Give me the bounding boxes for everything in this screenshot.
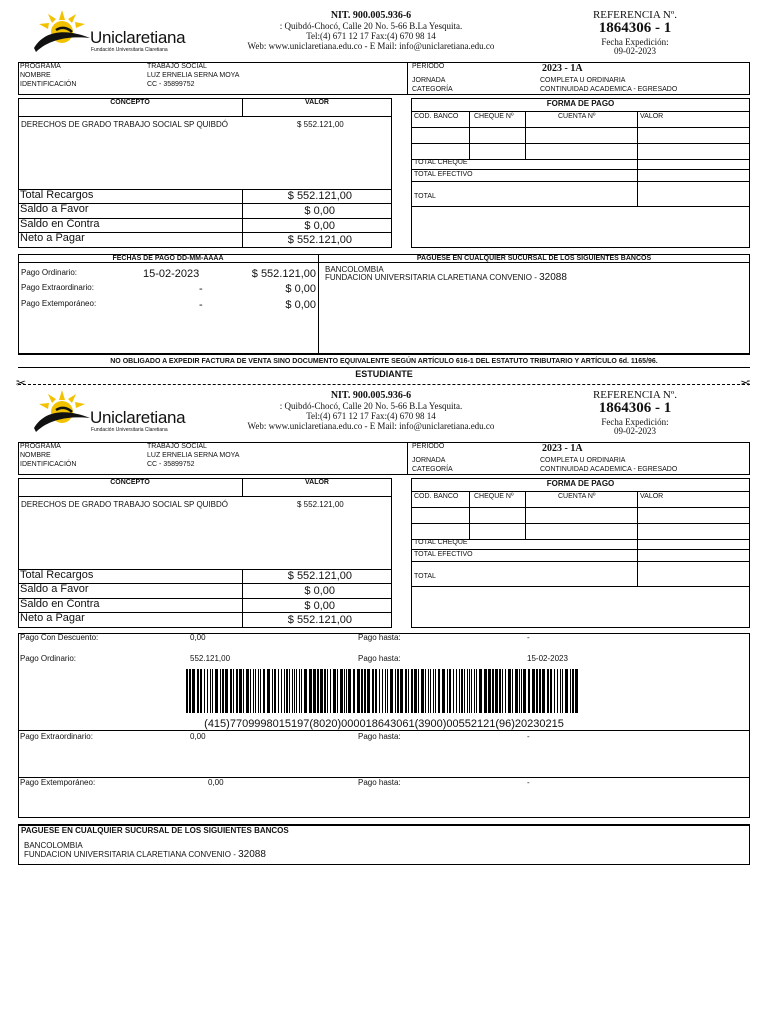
barcode-bar (495, 669, 498, 713)
total-label: TOTAL (414, 573, 436, 580)
barcode-bar (204, 669, 205, 713)
barcode-bar (449, 669, 451, 713)
barcode-text: (415)7709998015197(8020)000018643061(3900)00552121(96)20230215 (204, 718, 564, 730)
forma-pago-title: FORMA DE PAGO (546, 479, 615, 488)
barcode-bar (385, 669, 386, 713)
saldo-contra-value: $ 0,00 (304, 600, 335, 612)
barcode-bar (267, 669, 270, 713)
barcode-bar (284, 669, 285, 713)
divider (411, 143, 750, 144)
barcode-bar (467, 669, 468, 713)
bottom-banks-title: PAGUESE EN CUALQUIER SUCURSAL DE LOS SIGUIENTES BANCOS (21, 826, 289, 835)
barcode-bar (243, 669, 244, 713)
barcode-bar (408, 669, 409, 713)
barcode-bar (327, 669, 328, 713)
neto-pagar-value: $ 552.121,00 (287, 614, 352, 626)
neto-pagar-label: Neto a Pagar (20, 232, 85, 244)
pago-extraordinario-hasta-label: Pago hasta: (358, 732, 401, 741)
concepto-header: CONCEPTO (110, 99, 150, 106)
barcode-bar (260, 669, 261, 713)
barcode-bar (258, 669, 259, 713)
categoria-value: CONTINUIDAD ACADEMICA - EGRESADO (540, 466, 678, 473)
barcode-bar (292, 669, 293, 713)
barcode-bar (562, 669, 563, 713)
barcode-bar (447, 669, 448, 713)
barcode-bar (565, 669, 568, 713)
barcode-bar (539, 669, 541, 713)
jornada-value: COMPLETA U ORDINARIA (540, 457, 626, 464)
barcode-bar (304, 669, 307, 713)
exp-label: Fecha Expedición: (601, 37, 669, 47)
programa-label: PROGRAMA (20, 443, 61, 450)
nombre-label: NOMBRE (20, 452, 51, 459)
divider (318, 254, 319, 354)
categoria-label: CATEGORÍA (412, 86, 453, 93)
barcode-bar (301, 669, 302, 713)
divider (18, 367, 750, 368)
bank-name: BANCOLOMBIA (325, 265, 384, 274)
neto-pagar-value: $ 552.121,00 (287, 234, 352, 246)
barcode-bar (492, 669, 494, 713)
barcode-bar (397, 669, 399, 713)
exp-date: 09-02-2023 (614, 46, 656, 56)
barcode-bar (330, 669, 331, 713)
barcode-bar (428, 669, 429, 713)
nombre-label: NOMBRE (20, 72, 51, 79)
total-recargos-value: $ 552.121,00 (287, 570, 352, 582)
divider (411, 586, 750, 587)
total-recargos-value: $ 552.121,00 (287, 190, 352, 202)
pago-extemporaneo-label: Pago Extemporáneo: (20, 778, 96, 787)
divider (411, 206, 750, 207)
barcode-bar (353, 669, 355, 713)
barcode-bar (324, 669, 326, 713)
concepto-header: CONCEPTO (110, 479, 150, 486)
barcode-bar (313, 669, 316, 713)
fechas-title: FECHAS DE PAGO DD-MM-AAAA (112, 255, 224, 262)
barcode-bar (296, 669, 297, 713)
valor-fp-header: VALOR (640, 493, 664, 500)
pago-extraordinario-hasta: - (527, 732, 530, 741)
phones: Tel:(4) 671 12 17 Fax:(4) 670 98 14 (306, 31, 436, 41)
barcode-bar (570, 669, 571, 713)
barcode-bar (320, 669, 323, 713)
total-recargos-label: Total Recargos (20, 569, 94, 581)
barcode-bar (479, 669, 482, 713)
jornada-value: COMPLETA U ORDINARIA (540, 77, 626, 84)
barcode-bar (255, 669, 256, 713)
total-efectivo-label: TOTAL EFECTIVO (414, 551, 473, 558)
barcode-bar (523, 669, 526, 713)
concept-item-value: $ 552.121,00 (297, 500, 344, 509)
barcode-bar (528, 669, 530, 713)
barcode-bar (515, 669, 518, 713)
bottom-bank-convenio-code: 32088 (238, 849, 266, 860)
barcode-bar (281, 669, 282, 713)
ident-value: CC - 35899752 (147, 81, 195, 88)
bottom-bank-name: BANCOLOMBIA (24, 841, 83, 850)
saldo-favor-label: Saldo a Favor (20, 583, 89, 595)
fecha-ordinario-date: 15-02-2023 (143, 268, 200, 280)
saldo-contra-label: Saldo en Contra (20, 218, 100, 230)
barcode-bar (459, 669, 460, 713)
barcode-bar (476, 669, 477, 713)
barcode-bar (246, 669, 249, 713)
phones: Tel:(4) 671 12 17 Fax:(4) 670 98 14 (306, 411, 436, 421)
barcode-bar (192, 669, 195, 713)
barcode-bar (379, 669, 380, 713)
barcode-bar (239, 669, 242, 713)
barcode-bar (197, 669, 199, 713)
saldo-favor-value: $ 0,00 (304, 205, 335, 217)
fecha-extraordinario-label: Pago Extraordinario: (21, 283, 94, 292)
barcode-bar (348, 669, 351, 713)
fecha-extemporaneo-label: Pago Extemporáneo: (21, 299, 97, 308)
programa-label: PROGRAMA (20, 63, 61, 70)
barcode-bar (230, 669, 232, 713)
ident-label: IDENTIFICACIÓN (20, 461, 77, 468)
divider (411, 561, 750, 562)
cheque-header: CHEQUE Nº (474, 113, 514, 120)
valor-fp-header: VALOR (640, 113, 664, 120)
cuenta-header: CUENTA Nº (558, 113, 596, 120)
barcode-bar (337, 669, 338, 713)
bottom-bank-convenio (24, 850, 266, 860)
barcode-bar (220, 669, 221, 713)
concept-item: DERECHOS DE GRADO TRABAJO SOCIAL SP QUIBDÓ (21, 120, 229, 129)
barcode-bar (333, 669, 336, 713)
brand-subtitle: Fundación Universitaria Claretiana (91, 427, 168, 433)
divider (525, 491, 526, 539)
fecha-ordinario-value: $ 552.121,00 (251, 268, 316, 280)
valor-header: VALOR (305, 479, 329, 486)
fecha-extemporaneo-value: $ 0,00 (285, 299, 316, 311)
barcode-bar (289, 669, 290, 713)
barcode-bar (488, 669, 491, 713)
divider (411, 523, 750, 524)
valor-header: VALOR (305, 99, 329, 106)
fecha-extemporaneo-date: - (199, 299, 203, 311)
total-efectivo-label: TOTAL EFECTIVO (414, 171, 473, 178)
barcode-bar (212, 669, 213, 713)
barcode-bar (387, 669, 388, 713)
barcode-bar (512, 669, 513, 713)
barcode-bar (438, 669, 440, 713)
bank-convenio-prefix: FUNDACION UNIVERSITARIA CLARETIANA CONVENIO - (325, 273, 540, 282)
address: : Quibdó-Chocó, Calle 20 No. 5-66 B.La Yesquita. (279, 401, 463, 411)
barcode-bar (272, 669, 273, 713)
divider (411, 507, 750, 508)
fecha-extraordinario-date: - (199, 283, 203, 295)
bottom-bank-convenio-prefix: FUNDACION UNIVERSITARIA CLARETIANA CONVENIO - (24, 850, 239, 859)
address: : Quibdó-Chocó, Calle 20 No. 5-66 B.La Yesquita. (279, 21, 463, 31)
total-cheque-label: TOTAL CHEQUE (414, 539, 468, 546)
divider (18, 116, 392, 117)
divider (407, 62, 408, 95)
divider (525, 111, 526, 159)
pago-extraordinario-label: Pago Extraordinario: (20, 732, 93, 741)
brand-subtitle: Fundación Universitaria Claretiana (91, 47, 168, 53)
uniclaretiana-logo-icon (32, 388, 92, 434)
pago-descuento-label: Pago Con Descuento: (20, 633, 99, 642)
divider (18, 496, 392, 497)
periodo-label: PERIODO (412, 443, 445, 450)
barcode-bar (508, 669, 511, 713)
barcode-bar (442, 669, 445, 713)
barcode-bar (456, 669, 457, 713)
periodo-label: PERIODO (412, 63, 445, 70)
nombre-value: LUZ ERNELIA SERNA MOYA (147, 452, 240, 459)
barcode-bar (469, 669, 470, 713)
forma-pago-title: FORMA DE PAGO (546, 99, 615, 108)
barcode-bar (435, 669, 436, 713)
saldo-contra-label: Saldo en Contra (20, 598, 100, 610)
pago-ordinario-hasta: 15-02-2023 (527, 654, 568, 663)
scissors-icon-right: ✂ (740, 376, 751, 390)
periodo-value: 2023 - 1A (542, 443, 583, 454)
barcode-bar (200, 669, 202, 713)
barcode-bar (233, 669, 234, 713)
barcode-bar (575, 669, 578, 713)
barcode-bar (461, 669, 463, 713)
barcode-bar (471, 669, 472, 713)
barcode-bar (484, 669, 487, 713)
ref-label: REFERENCIA Nº. (592, 9, 678, 21)
barcode-bar (361, 669, 363, 713)
barcode-bar (346, 669, 347, 713)
periodo-value: 2023 - 1A (542, 63, 583, 74)
barcode-bar (340, 669, 343, 713)
bancos-title: PAGUESE EN CUALQUIER SUCURSAL DE LOS SIGUIENTES BANCOS (416, 255, 652, 262)
barcode-bar (364, 669, 366, 713)
copy-label: ESTUDIANTE (355, 369, 413, 379)
cuenta-header: CUENTA Nº (558, 493, 596, 500)
divider (469, 111, 470, 159)
categoria-label: CATEGORÍA (412, 466, 453, 473)
barcode-bar (572, 669, 574, 713)
scissors-icon-left: ✂ (16, 376, 27, 390)
concept-item-value: $ 552.121,00 (297, 120, 344, 129)
jornada-label: JORNADA (412, 77, 446, 84)
nit: NIT. 900.005.936-6 (330, 390, 412, 401)
barcode-bar (236, 669, 238, 713)
pago-extemporaneo-value: 0,00 (208, 778, 224, 787)
barcode-bar (557, 669, 558, 713)
barcode-bar (433, 669, 434, 713)
divider (411, 181, 750, 182)
barcode-bar (554, 669, 555, 713)
pago-ordinario-value: 552.121,00 (190, 654, 231, 663)
saldo-favor-label: Saldo a Favor (20, 203, 89, 215)
barcode-bar (532, 669, 535, 713)
barcode-bar (521, 669, 522, 713)
barcode-bar (375, 669, 377, 713)
divider (407, 442, 408, 475)
total-recargos-label: Total Recargos (20, 189, 94, 201)
barcode (184, 669, 584, 713)
cod-banco-header: COD. BANCO (414, 113, 459, 120)
brand-name: Uniclaretiana (90, 408, 186, 427)
pago-descuento-value: 0,00 (190, 633, 206, 642)
barcode-bar (390, 669, 393, 713)
programa-value: TRABAJO SOCIAL (147, 63, 207, 70)
cod-banco-header: COD. BANCO (414, 493, 459, 500)
barcode-bar (263, 669, 265, 713)
programa-value: TRABAJO SOCIAL (147, 443, 207, 450)
ref-number: 1864306 - 1 (598, 20, 672, 36)
barcode-bar (542, 669, 545, 713)
barcode-bar (560, 669, 561, 713)
ident-value: CC - 35899752 (147, 461, 195, 468)
barcode-bar (382, 669, 383, 713)
pago-descuento-hasta-label: Pago hasta: (358, 633, 401, 642)
pago-ordinario-hasta-label: Pago hasta: (358, 654, 401, 663)
barcode-bar (253, 669, 254, 713)
ref-label: REFERENCIA Nº. (592, 389, 678, 401)
barcode-bar (425, 669, 426, 713)
barcode-bar (225, 669, 228, 713)
saldo-contra-value: $ 0,00 (304, 220, 335, 232)
jornada-label: JORNADA (412, 457, 446, 464)
website: Web: www.uniclaretiana.edu.co - E Mail: info@uniclaretiana.edu.co (247, 41, 495, 51)
pago-ordinario-label: Pago Ordinario: (20, 654, 77, 663)
nit: NIT. 900.005.936-6 (330, 10, 412, 21)
fechas-pago-box (18, 254, 750, 354)
barcode-bar (286, 669, 288, 713)
pago-descuento-hasta: - (527, 633, 530, 642)
fecha-extraordinario-value: $ 0,00 (285, 283, 316, 295)
barcode-bar (186, 669, 188, 713)
barcode-bar (309, 669, 312, 713)
uniclaretiana-logo-icon (32, 8, 92, 54)
barcode-bar (519, 669, 520, 713)
brand-name: Uniclaretiana (90, 28, 186, 47)
ref-number: 1864306 - 1 (598, 400, 672, 416)
disclaimer-text: NO OBLIGADO A EXPEDIR FACTURA DE VENTA SINO DOCUMENTO EQUIVALENTE SEGÚN ARTÍCULO 616-1 DEL ESTATUTO TRIBUTARIO Y ARTÍCULO 6d. 1165/96. (110, 358, 658, 365)
barcode-bar (421, 669, 424, 713)
barcode-bar (344, 669, 345, 713)
divider (411, 127, 750, 128)
bank-convenio (325, 273, 567, 283)
divider (18, 354, 750, 355)
barcode-bar (418, 669, 419, 713)
exp-label: Fecha Expedición: (601, 417, 669, 427)
barcode-bar (547, 669, 549, 713)
barcode-bar (250, 669, 251, 713)
barcode-bar (411, 669, 413, 713)
pago-extemporaneo-hasta-label: Pago hasta: (358, 778, 401, 787)
barcode-bar (464, 669, 465, 713)
barcode-bar (499, 669, 501, 713)
pago-extemporaneo-hasta: - (527, 778, 530, 787)
barcode-bar (550, 669, 552, 713)
barcode-bar (207, 669, 208, 713)
total-cheque-label: TOTAL CHEQUE (414, 159, 468, 166)
barcode-bar (294, 669, 295, 713)
barcode-bar (372, 669, 374, 713)
nombre-value: LUZ ERNELIA SERNA MOYA (147, 72, 240, 79)
bank-convenio-code: 32088 (539, 272, 567, 283)
barcode-bar (278, 669, 279, 713)
neto-pagar-label: Neto a Pagar (20, 612, 85, 624)
barcode-bar (222, 669, 224, 713)
barcode-bar (453, 669, 454, 713)
exp-date: 09-02-2023 (614, 426, 656, 436)
barcode-bar (430, 669, 431, 713)
categoria-value: CONTINUIDAD ACADEMICA - EGRESADO (540, 86, 678, 93)
barcode-bar (367, 669, 370, 713)
barcode-bar (357, 669, 360, 713)
barcode-bar (502, 669, 503, 713)
barcode-bar (414, 669, 417, 713)
saldo-favor-value: $ 0,00 (304, 585, 335, 597)
divider (469, 491, 470, 539)
concept-item: DERECHOS DE GRADO TRABAJO SOCIAL SP QUIBDÓ (21, 500, 229, 509)
barcode-bar (189, 669, 191, 713)
barcode-bar (536, 669, 538, 713)
barcode-bar (474, 669, 475, 713)
barcode-bar (395, 669, 396, 713)
website: Web: www.uniclaretiana.edu.co - E Mail: info@uniclaretiana.edu.co (247, 421, 495, 431)
barcode-bar (215, 669, 218, 713)
fecha-ordinario-label: Pago Ordinario: (21, 268, 78, 277)
total-label: TOTAL (414, 193, 436, 200)
barcode-bar (405, 669, 407, 713)
barcode-bar (505, 669, 506, 713)
barcode-bar (317, 669, 319, 713)
cut-line (18, 384, 750, 385)
barcode-bar (299, 669, 300, 713)
cheque-header: CHEQUE Nº (474, 493, 514, 500)
ident-label: IDENTIFICACIÓN (20, 81, 77, 88)
barcode-bar (400, 669, 403, 713)
pago-extraordinario-value: 0,00 (190, 732, 206, 741)
barcode-bar (210, 669, 211, 713)
barcode-bar (274, 669, 276, 713)
